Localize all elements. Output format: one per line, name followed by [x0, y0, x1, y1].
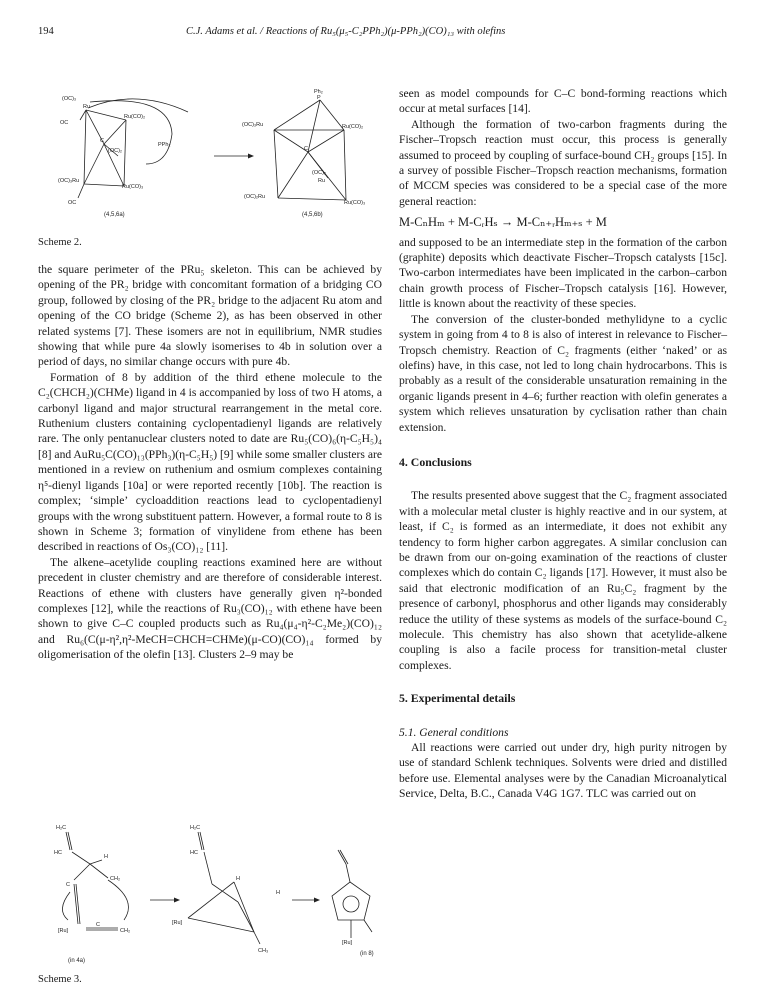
- label-4a: (4,5,6a): [104, 212, 125, 218]
- s2-oc2-label: (OC)₂: [108, 148, 123, 154]
- subsection-5-1-heading: 5.1. General conditions: [399, 725, 509, 739]
- s2-p-label: P: [317, 95, 321, 101]
- s2-ru-b-label: Ru: [318, 178, 326, 184]
- s2-ruco3-b-label: Ru(CO)₃: [344, 200, 366, 206]
- section-4-heading: 4. Conclusions: [399, 454, 472, 469]
- structure-4b: [274, 100, 346, 200]
- scheme-2-figure: [38, 86, 382, 234]
- s3-ru-product-label: [Ru]: [342, 940, 353, 946]
- s3-c-label: C: [66, 882, 70, 888]
- scheme3-arrow-2: [292, 898, 320, 903]
- scheme2-arrow: [214, 154, 254, 159]
- s2-ruco2-b-label: Ru(CO)₂: [342, 124, 364, 130]
- scheme-3-caption: Scheme 3.: [38, 974, 82, 985]
- s2-ph2-label: Ph₂: [314, 89, 323, 95]
- s2-oc3ru-b-label: (OC)₃Ru: [242, 122, 264, 128]
- s3-ceq-label: C: [96, 922, 100, 928]
- running-title: C.J. Adams et al. / Reactions of Ru₅(μ₅-C₂PPh₂)(μ-PPh₂)(CO)₁₃ with olefins: [186, 26, 506, 37]
- label-in-4a: (in 4a): [68, 958, 86, 964]
- left-paragraph-2: Formation of 8 by addition of the third ethene molecule to the C₂(CHCH₂)(CHMe) ligand in 4 is accompanied by loss of two H atoms, a carbonyl ligand and major structural rearrangement in the metal core. Ruthenium clusters containing cyclopentadienyl ligands are relatively rare. The only pentanuclear clusters noted to date are Ru₅(CO)₆(η-C₅H₅)₄ [8] and AuRu₅C(CO)₁₃(PPh₃)(η-C₅H₅) [9] while some smaller clusters are mentioned in a review on ruthenium and osmium complexes containing η⁵-dienyl ligands [10a] or were reported recently [10b]. The reaction is complex; ‘simple’ cycloaddition reactions lead to cyclopentadienyl groups with the wrong substituent pattern. However, a formal route to 8 is shown in Scheme 3; formation of vinylidene from ethene has been described in reactions of Os₃(CO)₁₂ [11].: [38, 370, 382, 554]
- right-paragraph-5: The results presented above suggest that the C₂ fragment associated with a molecular metal cluster is highly reactive and in our system, at least, if C₂ is formed as an intermediate, it does not exhibit any tendency to form higher carbon aggregates. A similar conclusion can be drawn from our on-going examination of the reactions of cluster complexes which do contain C₂ ligands [17]. However, it must also be said that electronic modification of an Ru₅C₂ fragment by the presence of carbonyl, phosphorus and other ligands may considerably reduce the utility of these systems as models of the surface-bound C₂ molecule. This chemistry has also shown that acetylide-alkene coupling is also a facile process for transition-metal cluster complexes.: [399, 489, 727, 672]
- s3-h-label: H: [104, 854, 108, 860]
- s2-oc2-b-label: (OC)₂: [312, 170, 327, 176]
- s2-oc2ru-label: (OC)₂Ru: [244, 194, 266, 200]
- s2-oc-label: OC: [60, 120, 69, 126]
- right-column: [399, 86, 727, 802]
- s3-ru-label: [Ru]: [58, 928, 69, 934]
- s2-c-b-label: C: [304, 146, 308, 152]
- s2-oc3ru-label: (OC)₃Ru: [58, 178, 80, 184]
- left-paragraph-3: The alkene–acetylide coupling reactions examined here are without precedent in cluster chemistry and are therefore of considerable interest. Reactions of ethene with clusters have generally given η²-bonded complexes [12], while the reactions of Ru₃(CO)₁₂ with ethene have been shown to give C–C coupled products such as Ru₄(μ₄-η²-C₂Me₂)(CO)₁₂ and Ru₆(C(μ-η²,η²-MeCH=CHCH=CHMe)(μ-CO)(CO)₁₄ formed by oligomerisation of the olefin [13]. Clusters 2–9 may be: [38, 555, 382, 662]
- s2-ruco3-label: Ru(CO)₃: [122, 184, 144, 190]
- s3-mid-h2-label: H: [276, 890, 280, 896]
- s2-oc3-label: (OC)₃: [62, 96, 77, 102]
- s3-mid-ru-label: [Ru]: [172, 920, 183, 926]
- label-4b: (4,5,6b): [302, 212, 323, 218]
- s2-pph2-label: PPh₂: [158, 142, 171, 148]
- scheme3-arrow-1: [150, 898, 180, 903]
- right-paragraph-2: Although the formation of two-carbon fragments during the Fischer–Tropsch reaction must occur, this process is generally assumed to proceed by coupling of surface-bound CH₂ groups [15]. In a survey of possible Fischer–Tropsch reaction mechanisms, formation of MCCM species was considered to be a special case of the more general reaction:: [399, 117, 727, 208]
- scheme-2-caption: Scheme 2.: [38, 237, 82, 248]
- label-in-8: (in 8): [360, 951, 374, 957]
- section-5-heading: 5. Experimental details: [399, 691, 516, 706]
- s3-mid-h-label: H: [236, 876, 240, 882]
- right-paragraph-6: All reactions were carried out under dry, high purity nitrogen by use of standard Schlenk techniques. Solvents were dried and distilled before use. Elemental analyses were by the Canadian Microanalytical Service, Delta, B.C., Canada V4G 1G7. TLC was carried out on: [399, 741, 727, 801]
- s2-oc-bottom-label: OC: [68, 200, 77, 206]
- s3-hc-label: HC: [54, 850, 62, 856]
- structure-intermediate: [188, 832, 260, 944]
- s3-mid-hc-label: HC: [190, 850, 198, 856]
- left-column: [38, 262, 382, 663]
- reaction-equation: M-CₙHₘ + M-CᵣHₛ → M-Cₙ₊ᵣHₘ₊ₛ + M: [399, 215, 607, 230]
- s3-ch2-label: CH₂: [110, 876, 121, 882]
- s2-ruco2-label: Ru(CO)₂: [124, 114, 146, 120]
- s3-mid-h2c-label: H₂C: [190, 825, 201, 831]
- s3-ch2-b-label: CH₂: [120, 928, 131, 934]
- right-paragraph-4: The conversion of the cluster-bonded methylidyne to a cyclic system in going from 4 to 8 is also of interest in relevance to Fischer–Tropsch chemistry. Reaction of C₂ fragments (either ‘naked’ or as olefins) have, in this case, not led to long chain hydrocarbons. This is probably as a result of the considerable unsaturation remaining in the organic ligands present in 4–6; further reaction with olefin generates a system which relieves unsaturation by cyclisation rather than chain extension.: [399, 312, 727, 434]
- s3-h2c-label: H₂C: [56, 825, 67, 831]
- s2-c-label: C: [100, 138, 104, 144]
- s2-ru-label: Ru: [83, 104, 91, 110]
- scheme-3-figure: [38, 820, 382, 970]
- right-paragraph-3: and supposed to be an intermediate step in the formation of the carbon (graphite) deposits which deactivate Fischer–Tropsch catalysts [15c]. Two-carbon intermediates have been implicated in the carbon–carbon chain growth process of Fischer–Tropsch catalysis [16]. However, little is known about the reactivity of these species.: [399, 235, 727, 311]
- s3-ch3-label: CH₃: [258, 948, 269, 954]
- right-paragraph-1: seen as model compounds for C–C bond-forming reactions which occur at metal surfaces [14].: [399, 87, 727, 116]
- left-paragraph-1: the square perimeter of the PRu₅ skeleton. This can be achieved by opening of the PR₂ bridge with concomitant formation of a bridging CO group, followed by closing of the PR₂ bridge to the adjacent Ru atom and opening of the CO bridge (Scheme 2), as has been observed in other related systems [7]. These isomers are not in equilibrium, NMR studies showing that while pure 4a slowly isomerises to 4b in solution over a period of days, no similar change occurs with pure 4b.: [38, 263, 382, 369]
- page-number: 194: [38, 26, 54, 37]
- structure-cyclopentadienyl: [332, 850, 372, 938]
